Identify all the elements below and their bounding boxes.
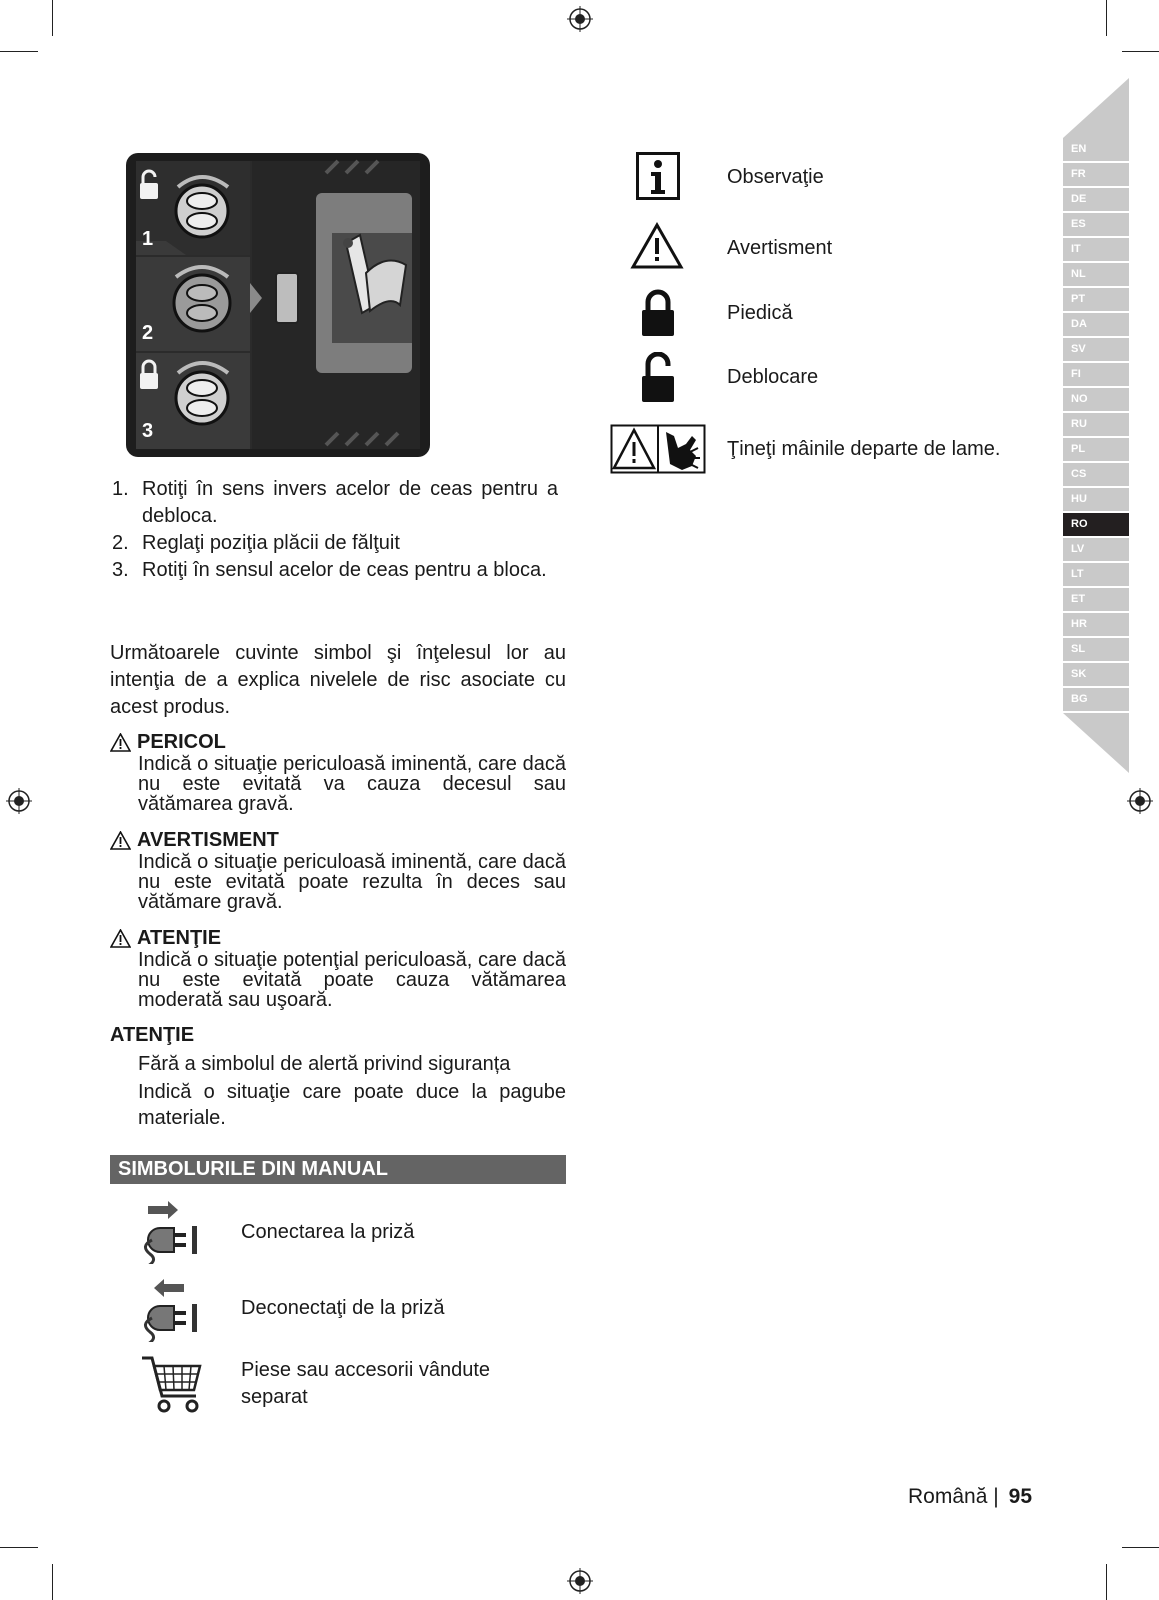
language-tab-ro[interactable]: RO [1063,513,1129,536]
steps-list [112,476,558,584]
language-tab-nl[interactable]: NL [1063,263,1129,286]
language-tab-sk[interactable]: SK [1063,663,1129,686]
language-tab-no[interactable]: NO [1063,388,1129,411]
plug-in-icon [140,1200,202,1264]
symbol-label: Piese sau accesorii vândute separat [241,1359,491,1408]
registration-mark-icon [6,788,32,814]
language-tab-sl[interactable]: SL [1063,638,1129,661]
right-symbol-label: Avertisment [727,237,833,259]
footer-language: Română | [908,1485,999,1508]
notice-description: Indică o situaţie care poate duce la pagube materiale. [138,1081,566,1129]
crop-mark [0,51,38,52]
crop-mark [1106,1564,1107,1600]
figure-label-3: 3 [142,420,154,442]
notice-line: Fără a simbolul de alertă privind siguranța [138,1053,511,1075]
unlock-icon [640,352,676,404]
signal-title: AVERTISMENT [137,828,279,851]
step-item: 3. Rotiţi în sensul acelor de ceas pentru a bloca. [112,559,547,581]
crop-mark [1122,51,1159,52]
registration-mark-icon [567,1568,593,1594]
language-tab-et[interactable]: ET [1063,588,1129,611]
warning-icon [630,222,684,270]
signal-description: Indică o situaţie periculoasă iminentă, care dacă nu este evitată poate rezulta în deces sau vătămare gravă. [138,851,566,913]
language-tab-pl[interactable]: PL [1063,438,1129,461]
signal-caution [110,926,566,1010]
symbol-label: Deconectaţi de la priză [241,1297,445,1319]
registration-mark-icon [567,6,593,32]
tab-edge-bottom [1063,713,1129,773]
tab-edge-top [1063,78,1129,138]
page-footer [908,1485,1032,1509]
notice-title: ATENŢIE [110,1024,195,1046]
language-tab-fi[interactable]: FI [1063,363,1129,386]
signal-title: PERICOL [137,730,226,753]
intro-paragraph: Următoarele cuvinte simbol şi înţelesul lor au intenţia de a explica nivelele de risc asociate cu acest produs. [110,642,566,718]
language-tab-lv[interactable]: LV [1063,538,1129,561]
registration-mark-icon [1127,788,1153,814]
section-heading: SIMBOLURILE DIN MANUAL [110,1155,566,1184]
crop-mark [0,1547,38,1548]
crop-mark [1122,1547,1159,1548]
keep-hands-away-icon [610,424,706,474]
language-tab-bg[interactable]: BG [1063,688,1129,711]
page-number: 95 [1008,1485,1033,1508]
crop-mark [52,0,53,36]
crop-mark [1106,0,1107,36]
signal-warning [110,828,566,912]
figure-label-1: 1 [142,228,154,250]
language-tabs [1063,138,1129,713]
signal-description: Indică o situaţie periculoasă iminentă, care dacă nu este evitată va cauza decesul sau vătămarea gravă. [138,753,566,815]
language-tab-cs[interactable]: CS [1063,463,1129,486]
step-item: 1. Rotiţi în sens invers acelor de ceas pentru a debloca. [112,478,558,527]
language-tab-de[interactable]: DE [1063,188,1129,211]
language-tab-hu[interactable]: HU [1063,488,1129,511]
language-tab-lt[interactable]: LT [1063,563,1129,586]
warning-triangle-icon [110,733,131,752]
info-icon [636,152,680,200]
crop-mark [52,1564,53,1600]
unplug-icon [140,1278,202,1342]
symbol-label: Conectarea la priză [241,1221,415,1243]
right-symbol-label: Deblocare [727,366,819,388]
signal-description: Indică o situaţie potenţial periculoasă, care dacă nu este evitată poate cauza vătămarea moderată sau uşoară. [138,949,566,1011]
right-symbol-label: Observaţie [727,166,824,188]
warning-triangle-icon [110,929,131,948]
language-tab-hr[interactable]: HR [1063,613,1129,636]
warning-triangle-icon [110,831,131,850]
signal-title: ATENŢIE [137,926,222,949]
step-item: 2. Reglaţi poziţia plăcii de fălţuit [112,532,400,554]
adjustment-illustration [126,153,430,457]
shopping-cart-icon [140,1354,204,1414]
figure-label-2: 2 [142,322,154,344]
language-tab-en[interactable]: EN [1063,138,1129,161]
right-symbol-label: Ţineţi mâinile departe de lame. [727,438,1001,460]
signal-danger [110,730,566,814]
language-tab-sv[interactable]: SV [1063,338,1129,361]
language-tab-ru[interactable]: RU [1063,413,1129,436]
language-tab-da[interactable]: DA [1063,313,1129,336]
language-tab-it[interactable]: IT [1063,238,1129,261]
language-tab-pt[interactable]: PT [1063,288,1129,311]
right-symbol-label: Piedică [727,302,793,324]
language-tab-es[interactable]: ES [1063,213,1129,236]
language-tab-fr[interactable]: FR [1063,163,1129,186]
lock-icon [640,288,676,338]
